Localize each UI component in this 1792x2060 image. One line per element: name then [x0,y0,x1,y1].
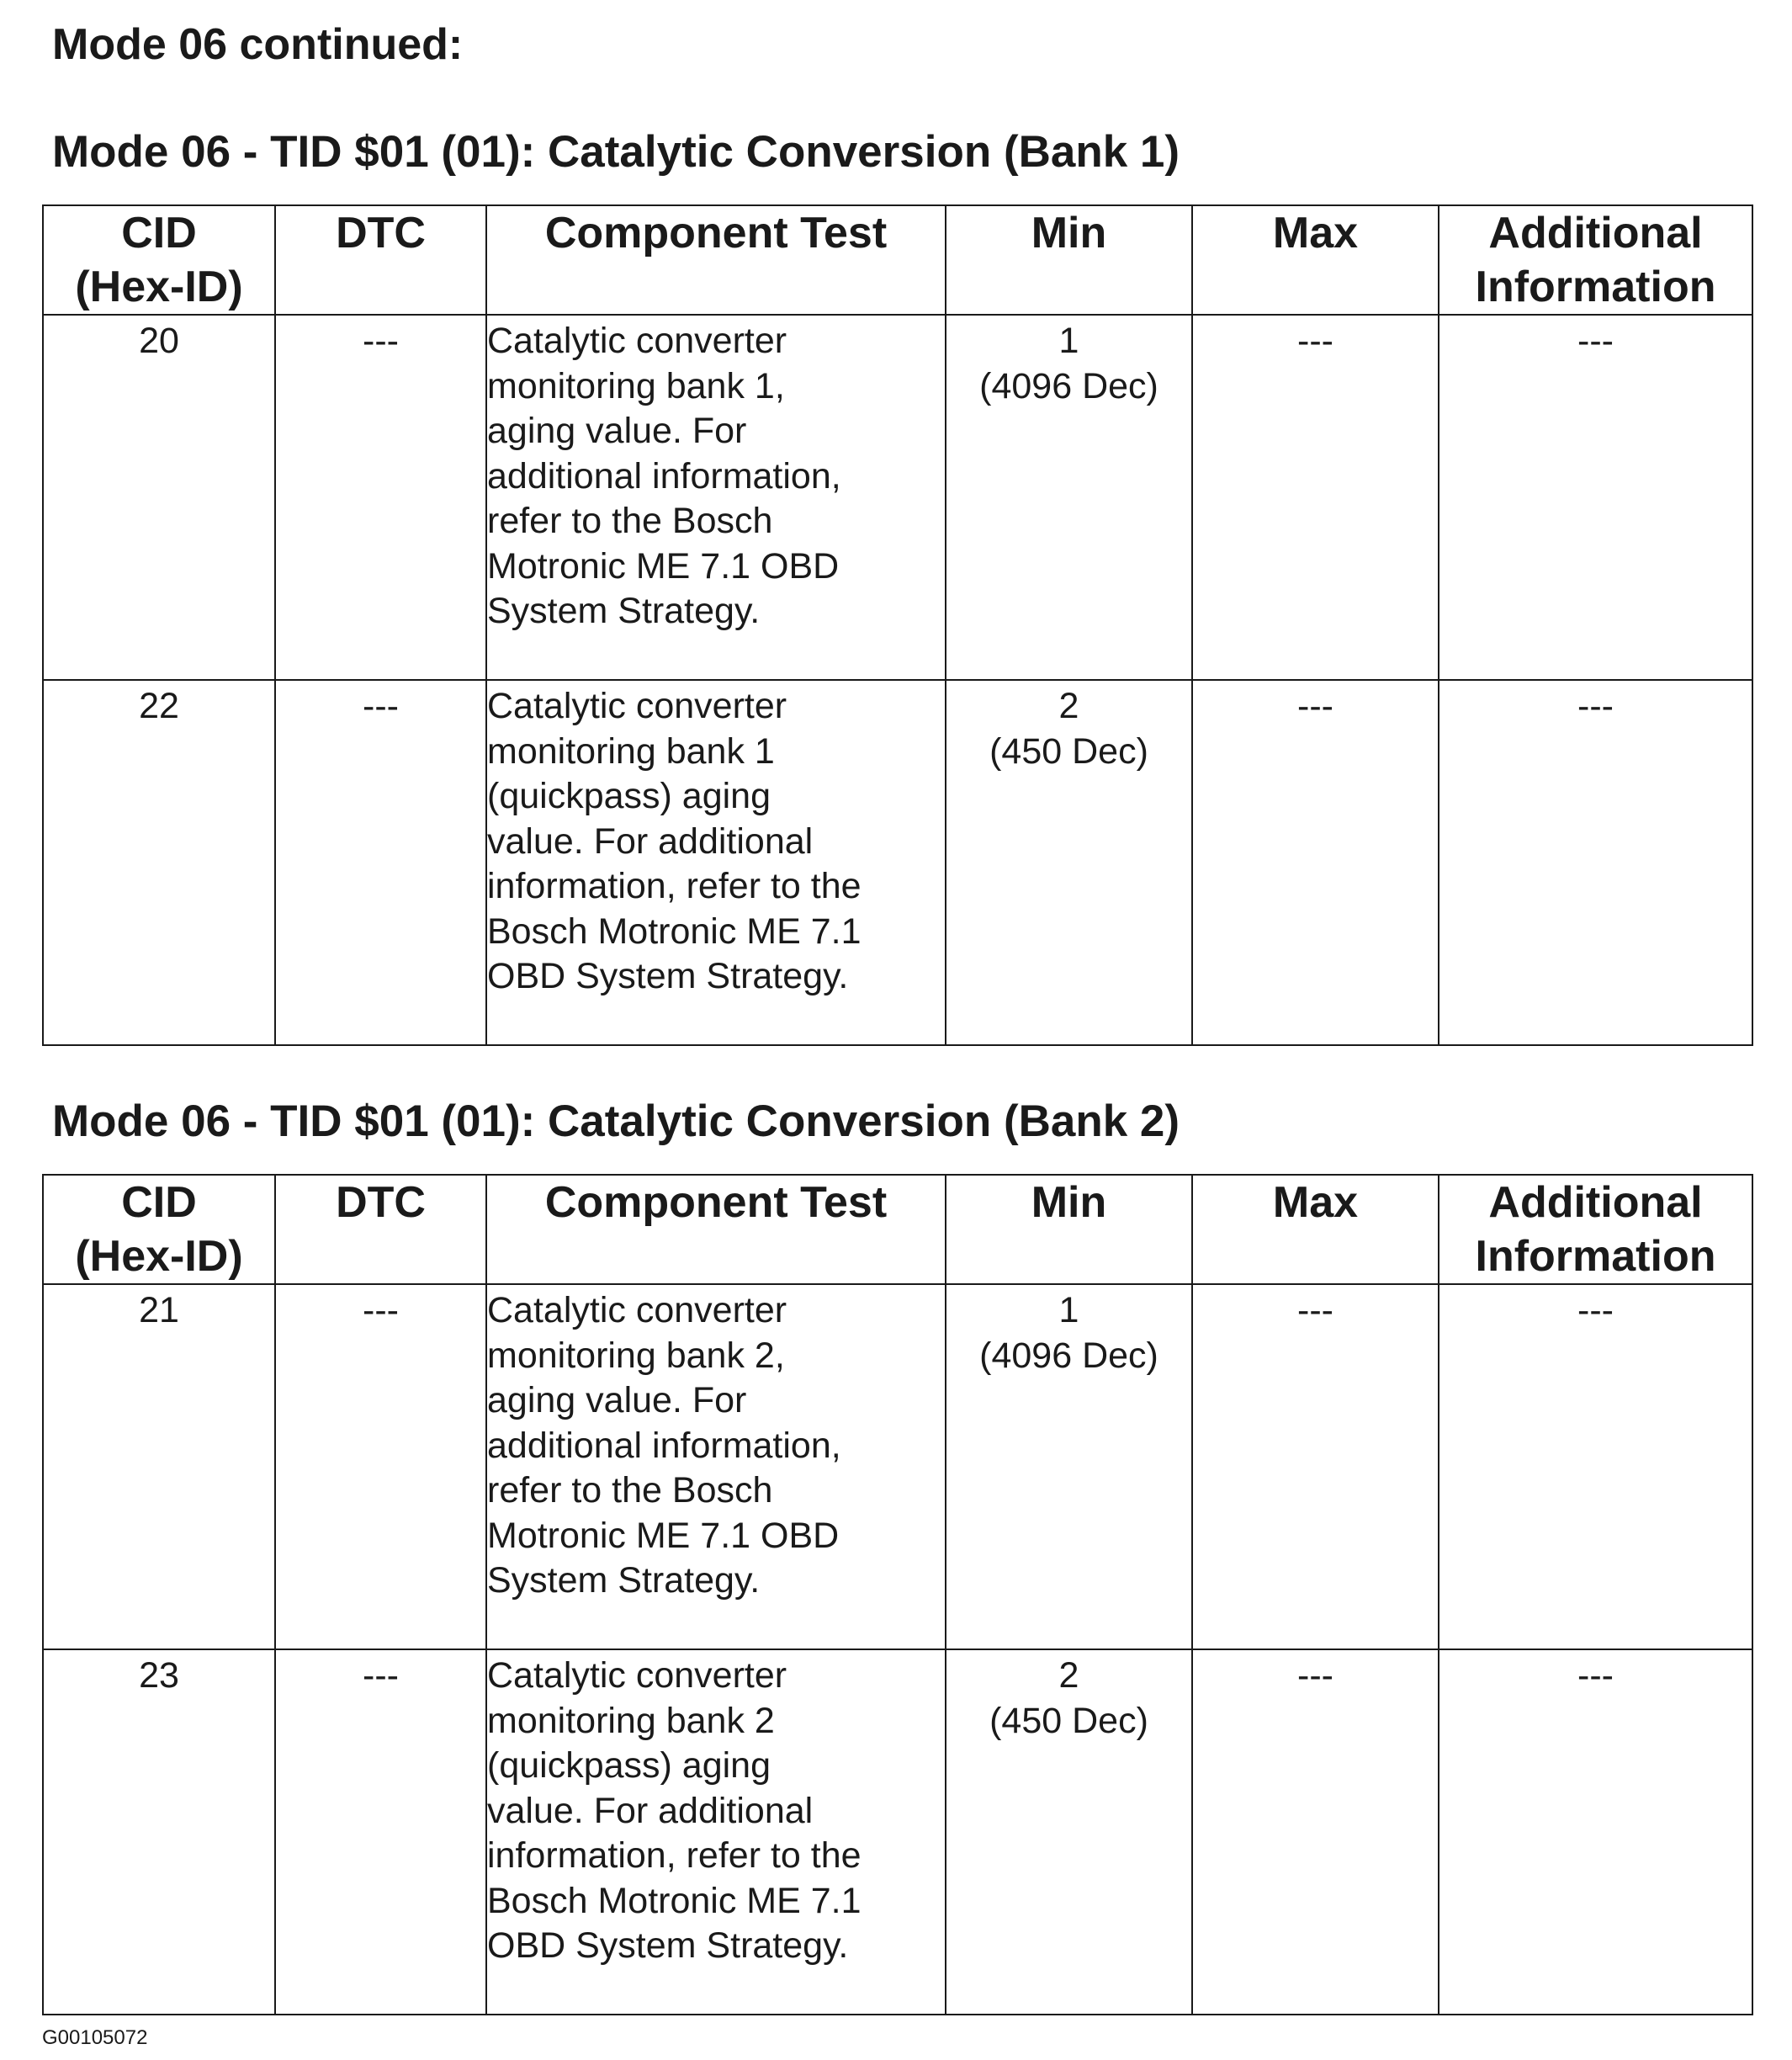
component-test-cell: Catalytic converter monitoring bank 1, aging value. For additional information, refer to the Bosch Motronic ME 7.1 OBD System Strategy. [486,315,946,680]
cid-cell: 23 [43,1649,275,2015]
component-test-cell: Catalytic converter monitoring bank 2 (quickpass) aging value. For additional information, refer to the Bosch Motronic ME 7.1 OBD System Strategy. [486,1649,946,2015]
table-header-row [43,1175,1752,1284]
additional-info-cell: --- [1439,1649,1752,2015]
header-additional-information: Additional Information [1439,205,1752,315]
section-title-bank-2: Mode 06 - TID $01 (01): Catalytic Conversion (Bank 2) [52,1096,1180,1146]
header-additional-information: Additional Information [1439,1175,1752,1284]
table-row [43,315,1752,680]
table-row [43,680,1752,1045]
header-cid: CID (Hex-ID) [43,205,275,315]
max-cell: --- [1192,1649,1439,2015]
header-dtc: DTC [275,1175,486,1284]
header-dtc: DTC [275,205,486,315]
table-row [43,1284,1752,1649]
header-component-test: Component Test [486,205,946,315]
table-row [43,1649,1752,2015]
dtc-cell: --- [275,315,486,680]
additional-info-cell: --- [1439,1284,1752,1649]
min-cell: 2 (450 Dec) [946,1649,1192,2015]
min-cell: 1 (4096 Dec) [946,315,1192,680]
header-component-test: Component Test [486,1175,946,1284]
cid-cell: 21 [43,1284,275,1649]
min-cell: 2 (450 Dec) [946,680,1192,1045]
header-cid: CID (Hex-ID) [43,1175,275,1284]
header-min: Min [946,205,1192,315]
component-test-cell: Catalytic converter monitoring bank 2, aging value. For additional information, refer to the Bosch Motronic ME 7.1 OBD System Strategy. [486,1284,946,1649]
cid-cell: 20 [43,315,275,680]
section-title-bank-1: Mode 06 - TID $01 (01): Catalytic Conversion (Bank 1) [52,127,1180,177]
component-test-cell: Catalytic converter monitoring bank 1 (quickpass) aging value. For additional information, refer to the Bosch Motronic ME 7.1 OBD System Strategy. [486,680,946,1045]
additional-info-cell: --- [1439,315,1752,680]
min-cell: 1 (4096 Dec) [946,1284,1192,1649]
header-max: Max [1192,1175,1439,1284]
dtc-cell: --- [275,1284,486,1649]
page-title: Mode 06 continued: [52,20,464,69]
header-min: Min [946,1175,1192,1284]
dtc-cell: --- [275,1649,486,2015]
max-cell: --- [1192,1284,1439,1649]
dtc-cell: --- [275,680,486,1045]
figure-id: G00105072 [42,2026,148,2049]
mode06-table-bank-2 [42,1174,1753,2015]
mode06-table-bank-1 [42,204,1753,1046]
max-cell: --- [1192,680,1439,1045]
cid-cell: 22 [43,680,275,1045]
max-cell: --- [1192,315,1439,680]
table-header-row [43,205,1752,315]
header-max: Max [1192,205,1439,315]
additional-info-cell: --- [1439,680,1752,1045]
